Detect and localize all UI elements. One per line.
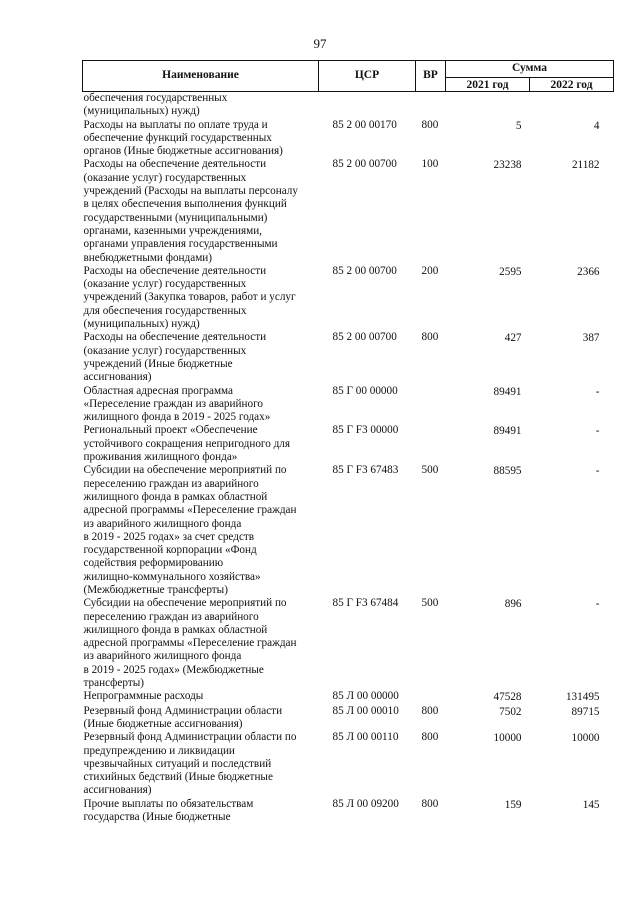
row-csr-code-cell [319, 385, 416, 425]
row-csr-code-cell [319, 119, 416, 159]
row-csr-code-cell [319, 331, 416, 384]
row-name: обеспечения государственных (муниципальных) нужд) [83, 92, 228, 118]
row-name-cell [83, 705, 319, 732]
row-amount-2021-cell [446, 265, 530, 331]
table-row [83, 705, 614, 732]
header-name: Наименование [83, 61, 319, 92]
table-row [83, 731, 614, 797]
row-amount-2022-cell [530, 690, 614, 704]
row-vr-code-cell [416, 731, 446, 797]
row-csr-code-cell [319, 464, 416, 597]
row-name: Прочие выплаты по обязательствам государства (Иные бюджетные [83, 797, 254, 824]
row-name-cell [83, 597, 319, 690]
row-vr-code-cell [416, 798, 446, 825]
row-csr-code-cell [319, 597, 416, 690]
row-vr-code: 500 [421, 597, 439, 610]
table-row [83, 798, 614, 825]
row-vr-code: 100 [421, 158, 439, 171]
row-name: Расходы на обеспечение деятельности (оказание услуг) государственных учреждений (Расходы на выплаты персоналу в целях обеспечения выполнения функций государственными (муниципальными) органами, казенными учреждениями, органами управления государственными внебюджетными фондами) [83, 158, 298, 264]
row-amount-2021-cell [446, 385, 530, 425]
row-csr-code-cell [319, 690, 416, 704]
table-row [83, 92, 614, 119]
row-name: Расходы на обеспечение деятельности (оказание услуг) государственных учреждений (Иные бюджетные ассигнования) [83, 331, 267, 384]
row-vr-code-cell [416, 331, 446, 384]
row-vr-code: 200 [421, 264, 439, 277]
row-name-cell [83, 331, 319, 384]
row-vr-code: 800 [421, 797, 439, 810]
row-amount-2022-cell [530, 464, 614, 597]
row-vr-code-cell [416, 385, 446, 425]
row-csr-code: 85 Л 00 00110 [332, 731, 399, 744]
row-amount-2021-cell [446, 119, 530, 159]
row-csr-code-cell [319, 705, 416, 732]
row-vr-code-cell [416, 597, 446, 690]
table-row [83, 331, 614, 384]
row-csr-code-cell [319, 424, 416, 464]
row-vr-code-cell [416, 690, 446, 704]
row-amount-2022-cell [530, 385, 614, 425]
row-name: Региональный проект «Обеспечение устойчивого сокращения непригодного для проживания жилищного фонда» [83, 424, 291, 464]
row-amount-2022-cell [530, 424, 614, 464]
row-amount-2021-cell [446, 798, 530, 825]
row-vr-code-cell [416, 265, 446, 331]
row-amount-2022: - [595, 385, 600, 398]
row-amount-2021: 7502 [499, 705, 522, 718]
row-csr-code: 85 2 00 00700 [332, 264, 397, 277]
row-amount-2021: 896 [504, 598, 522, 611]
row-name-cell [83, 424, 319, 464]
row-vr-code-cell [416, 464, 446, 597]
row-csr-code: 85 Л 00 09200 [332, 797, 399, 810]
row-name: Субсидии на обеспечение мероприятий по переселению граждан из аварийного жилищного фонда в рамках областной адресной программы «Переселение граждан из аварийного жилищного фонда в 2019 - 2025 годах» (Межбюджетные трансферты) [83, 597, 297, 690]
row-amount-2022: 89715 [571, 705, 600, 718]
row-name: Расходы на обеспечение деятельности (оказание услуг) государственных учреждений (Закупка товаров, работ и услуг для обеспечения государственных (муниципальных) нужд) [83, 264, 296, 331]
row-amount-2021-cell [446, 690, 530, 704]
row-amount-2022-cell [530, 119, 614, 159]
row-amount-2022-cell [530, 331, 614, 384]
row-vr-code: 800 [421, 731, 439, 744]
row-vr-code-cell [416, 705, 446, 732]
row-vr-code: 800 [421, 118, 439, 131]
row-csr-code: 85 Г F3 67483 [332, 464, 399, 477]
row-csr-code-cell [319, 731, 416, 797]
row-amount-2021-cell [446, 731, 530, 797]
row-vr-code-cell [416, 92, 446, 119]
table-row [83, 690, 614, 704]
table-row [83, 265, 614, 331]
header-sum: Сумма [446, 61, 614, 78]
row-vr-code-cell [416, 119, 446, 159]
row-name: Непрограммные расходы [83, 690, 204, 703]
row-vr-code: 500 [421, 464, 439, 477]
row-csr-code: 85 Г F3 67484 [332, 597, 399, 610]
row-csr-code: 85 2 00 00700 [332, 331, 397, 344]
row-amount-2021: 89491 [493, 385, 522, 398]
row-name: Резервный фонд Администрации области по предупреждению и ликвидации чрезвычайных ситуаций и последствий стихийных бедствий (Иные бюджетные ассигнования) [83, 731, 297, 797]
row-amount-2022-cell [530, 731, 614, 797]
row-csr-code: 85 Л 00 00000 [332, 690, 399, 703]
table-row [83, 158, 614, 264]
row-amount-2022-cell [530, 158, 614, 264]
row-amount-2022-cell [530, 705, 614, 732]
table-row [83, 464, 614, 597]
row-amount-2022: 4 [593, 119, 600, 132]
row-amount-2021-cell [446, 331, 530, 384]
row-name: Резервный фонд Администрации области (Иные бюджетные ассигнования) [83, 704, 283, 730]
row-amount-2021: 159 [504, 798, 522, 811]
row-name: Областная адресная программа «Переселение граждан из аварийного жилищного фонда в 2019 - 2025 годах» [83, 384, 271, 424]
row-amount-2022: 21182 [571, 159, 600, 172]
row-csr-code-cell [319, 158, 416, 264]
row-amount-2022: 145 [582, 798, 600, 811]
row-name-cell [83, 119, 319, 159]
page-number: 97 [313, 36, 327, 51]
row-name: Расходы на выплаты по оплате труда и обеспечение функций государственных органов (Иные бюджетные ассигнования) [83, 118, 283, 158]
row-csr-code: 85 2 00 00170 [332, 118, 397, 131]
row-amount-2022: 10000 [571, 732, 600, 745]
row-amount-2021: 5 [515, 119, 522, 132]
row-name-cell [83, 464, 319, 597]
row-amount-2022-cell [530, 92, 614, 119]
header-csr: ЦСР [319, 61, 416, 92]
row-amount-2022: - [595, 425, 600, 438]
row-amount-2021: 89491 [493, 425, 522, 438]
row-vr-code: 800 [421, 331, 439, 344]
row-csr-code-cell [319, 798, 416, 825]
row-amount-2022-cell [530, 798, 614, 825]
row-amount-2022: 2366 [577, 265, 600, 278]
row-amount-2021-cell [446, 464, 530, 597]
row-amount-2022-cell [530, 265, 614, 331]
row-name-cell [83, 92, 319, 119]
row-vr-code: 800 [421, 704, 439, 717]
row-name-cell [83, 158, 319, 264]
row-amount-2021-cell [446, 92, 530, 119]
table-body [83, 92, 614, 825]
row-name-cell [83, 798, 319, 825]
table-row [83, 385, 614, 425]
row-amount-2021: 88595 [493, 465, 522, 478]
row-csr-code: 85 Л 00 00010 [332, 704, 399, 717]
table-row [83, 424, 614, 464]
row-csr-code-cell [319, 92, 416, 119]
header-year-2021: 2021 год [446, 78, 530, 92]
row-csr-code: 85 Г 00 00000 [332, 384, 398, 397]
row-vr-code-cell [416, 424, 446, 464]
header-year-2022: 2022 год [530, 78, 614, 92]
row-amount-2022-cell [530, 597, 614, 690]
table-row [83, 597, 614, 690]
row-amount-2021-cell [446, 705, 530, 732]
row-vr-code-cell [416, 158, 446, 264]
row-name-cell [83, 690, 319, 704]
row-amount-2021: 23238 [493, 159, 522, 172]
row-csr-code: 85 2 00 00700 [332, 158, 397, 171]
row-csr-code: 85 Г F3 00000 [332, 424, 399, 437]
row-amount-2022: 387 [582, 332, 600, 345]
row-amount-2021: 2595 [499, 265, 522, 278]
row-name: Субсидии на обеспечение мероприятий по переселению граждан из аварийного жилищного фонда в рамках областной адресной программы «Переселение граждан из аварийного жилищного фонда в 2019 - 2025 годах» за счет средств государственной корпорации «Фонд содействия реформированию жилищно-коммунального хозяйства» (Межбюджетные трансферты) [83, 464, 297, 596]
row-amount-2022: 131495 [565, 691, 600, 704]
row-amount-2021-cell [446, 424, 530, 464]
row-amount-2022: - [595, 465, 600, 478]
header-vr: ВР [416, 61, 446, 92]
table-row [83, 119, 614, 159]
row-amount-2022: - [595, 598, 600, 611]
row-amount-2021: 427 [504, 332, 522, 345]
row-name-cell [83, 731, 319, 797]
row-name-cell [83, 265, 319, 331]
row-csr-code-cell [319, 265, 416, 331]
row-amount-2021: 47528 [493, 691, 522, 704]
row-amount-2021: 10000 [493, 732, 522, 745]
row-name-cell [83, 385, 319, 425]
budget-table [82, 60, 614, 824]
row-amount-2021-cell [446, 597, 530, 690]
row-amount-2021-cell [446, 158, 530, 264]
